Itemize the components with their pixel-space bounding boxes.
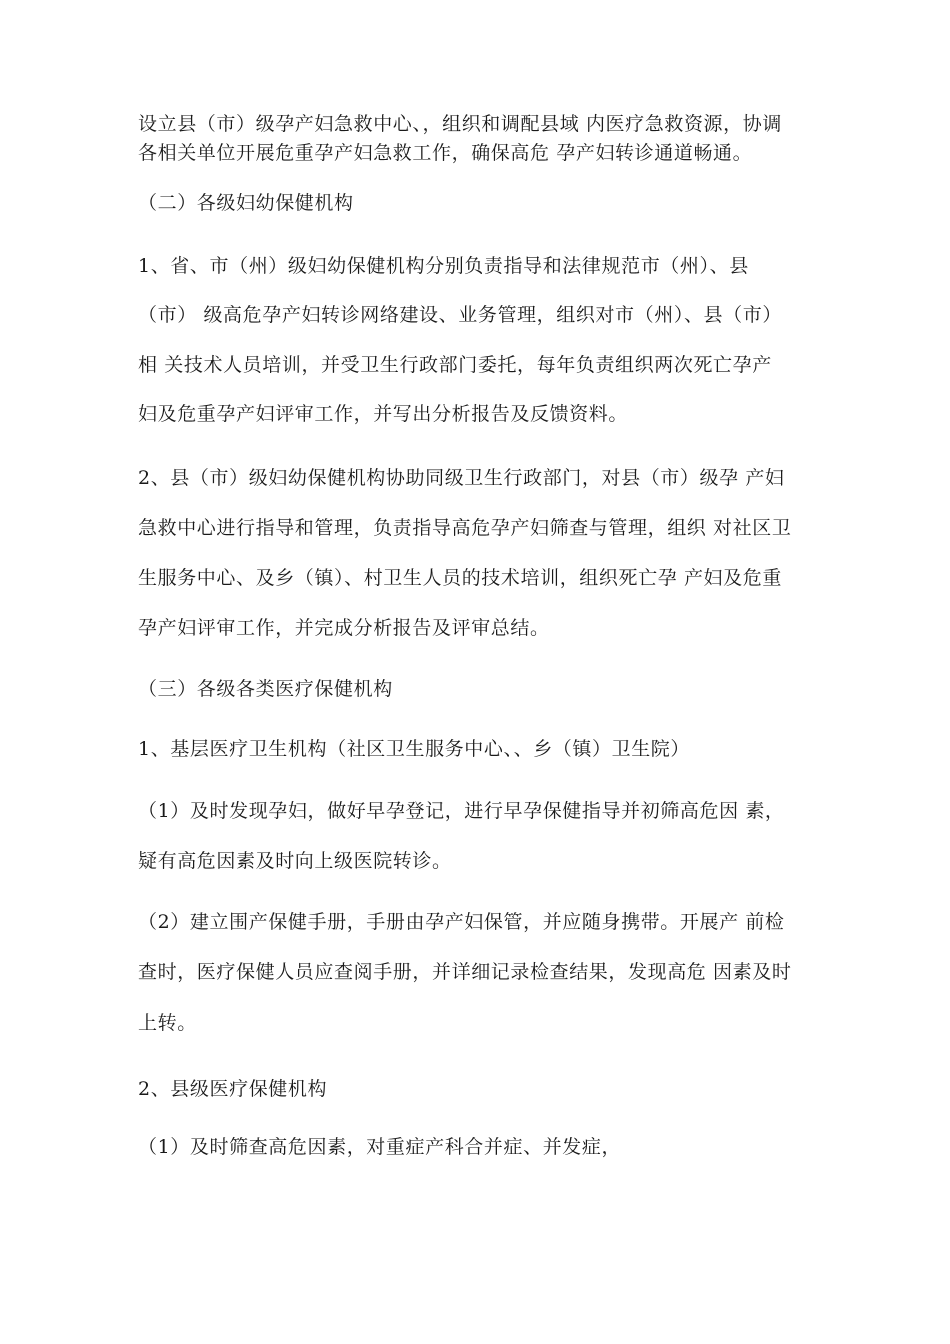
paragraph-line: 2、县（市）级妇幼保健机构协助同级卫生行政部门，对县（市）级孕 产妇 <box>138 467 785 489</box>
paragraph-line: 疑有高危因素及时向上级医院转诊。 <box>138 850 452 872</box>
paragraph-line: 孕产妇评审工作，并完成分析报告及评审总结。 <box>138 617 550 639</box>
paragraph-line: （2）建立围产保健手册，手册由孕产妇保管，并应随身携带。开展产 前检 <box>138 911 785 933</box>
paragraph-line: 妇及危重孕产妇评审工作，并写出分析报告及反馈资料。 <box>138 403 629 425</box>
paragraph-line: 急救中心进行指导和管理，负责指导高危孕产妇筛查与管理，组织 对社区卫 <box>138 517 792 539</box>
paragraph-line: 1、基层医疗卫生机构（社区卫生服务中心、、乡（镇）卫生院） <box>138 738 690 760</box>
paragraph-line: 设立县（市）级孕产妇急救中心、，组织和调配县域 内医疗急救资源，协调 <box>138 113 782 135</box>
paragraph-line: （1）及时发现孕妇，做好早孕登记，进行早孕保健指导并初筛高危因 素， <box>138 800 785 822</box>
paragraph-line: 查时，医疗保健人员应查阅手册，并详细记录检查结果，发现高危 因素及时 <box>138 961 792 983</box>
section-heading-3: （三）各级各类医疗保健机构 <box>138 678 393 700</box>
section-heading-2: （二）各级妇幼保健机构 <box>138 192 354 214</box>
paragraph-line: （1）及时筛查高危因素，对重症产科合并症、并发症， <box>138 1136 622 1158</box>
paragraph-line: 1、省、市（州）级妇幼保健机构分别负责指导和法律规范市（州）、县 <box>138 255 749 277</box>
paragraph-line: 生服务中心、及乡（镇）、村卫生人员的技术培训，组织死亡孕 产妇及危重 <box>138 567 782 589</box>
paragraph-line: （市） 级高危孕产妇转诊网络建设、业务管理，组织对市（州）、县（市） <box>138 304 782 326</box>
paragraph-line: 相 关技术人员培训，并受卫生行政部门委托，每年负责组织两次死亡孕产 <box>138 354 772 376</box>
paragraph-line: 2、县级医疗保健机构 <box>138 1078 328 1100</box>
paragraph-line: 各相关单位开展危重孕产妇急救工作，确保高危 孕产妇转诊通道畅通。 <box>138 142 753 164</box>
paragraph-line: 上转。 <box>138 1012 197 1034</box>
